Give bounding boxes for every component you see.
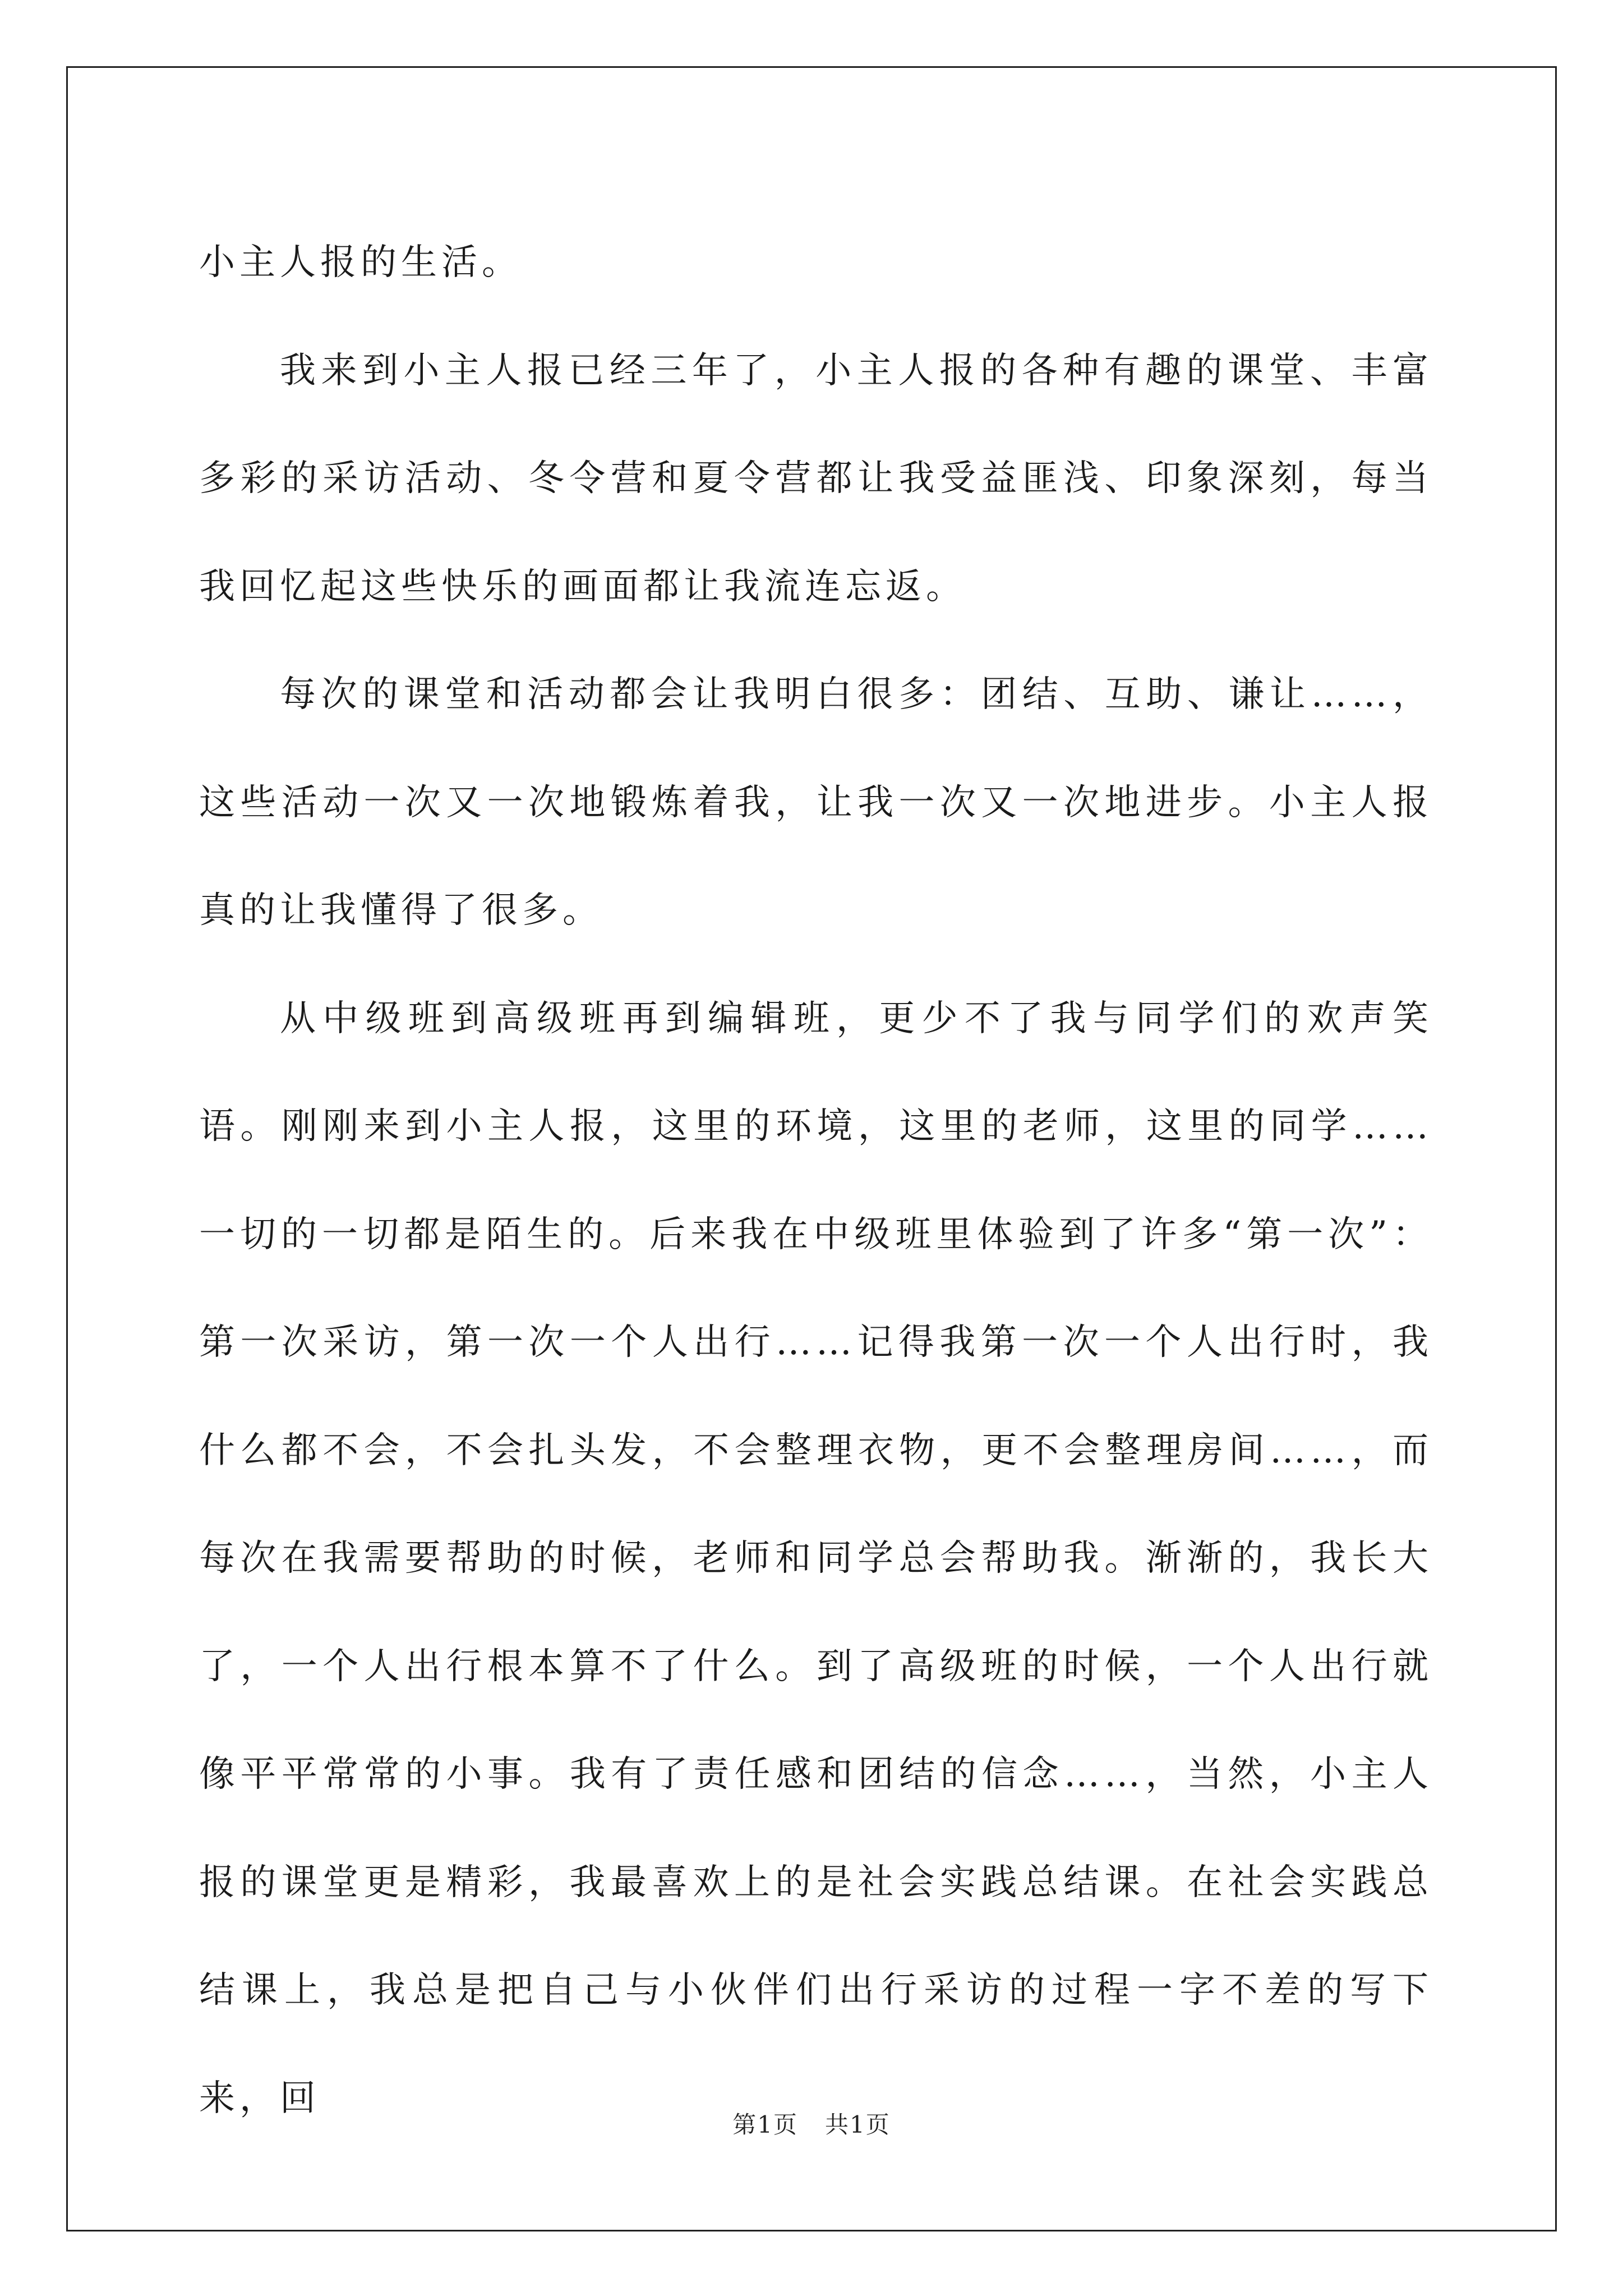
page-footer bbox=[0, 2106, 1623, 2140]
document-body bbox=[199, 209, 1433, 2152]
page-number-total: 共1页 bbox=[825, 2111, 891, 2138]
paragraph-1: 小主人报的生活。 bbox=[199, 242, 522, 283]
paragraph-2: 我来到小主人报已经三年了，小主人报的各种有趣的课堂、丰富多彩的采访活动、冬令营和夏令营都让我受益匪浅、印象深刻，每当我回忆起这些快乐的画面都让我流连忘返。 bbox=[199, 349, 1433, 608]
page-number-current: 第1页 bbox=[732, 2111, 798, 2138]
paragraph-3: 每次的课堂和活动都会让我明白很多：团结、互助、谦让……，这些活动一次又一次地锻炼着我，让我一次又一次地进步。小主人报真的让我懂得了很多。 bbox=[199, 674, 1433, 931]
paragraph-4: 从中级班到高级班再到编辑班，更少不了我与同学们的欢声笑语。刚刚来到小主人报，这里的环境，这里的老师，这里的同学……一切的一切都是陌生的。后来我在中级班里体验到了许多“第一次”：第一次采访，第一次一个人出行……记得我第一次一个人出行时，我什么都不会，不会扎头发，不会整理衣物，更不会整理房间……，而每次在我需要帮助的时候，老师和同学总会帮助我。渐渐的，我长大了，一个人出行根本算不了什么。到了高级班的时候，一个人出行就像平平常常的小事。我有了责任感和团结的信念……，当然，小主人报的课堂更是精彩，我最喜欢上的是社会实践总结课。在社会实践总结课上，我总是把自己与小伙伴们出行采访的过程一字不差的写下来，回 bbox=[199, 997, 1433, 2119]
